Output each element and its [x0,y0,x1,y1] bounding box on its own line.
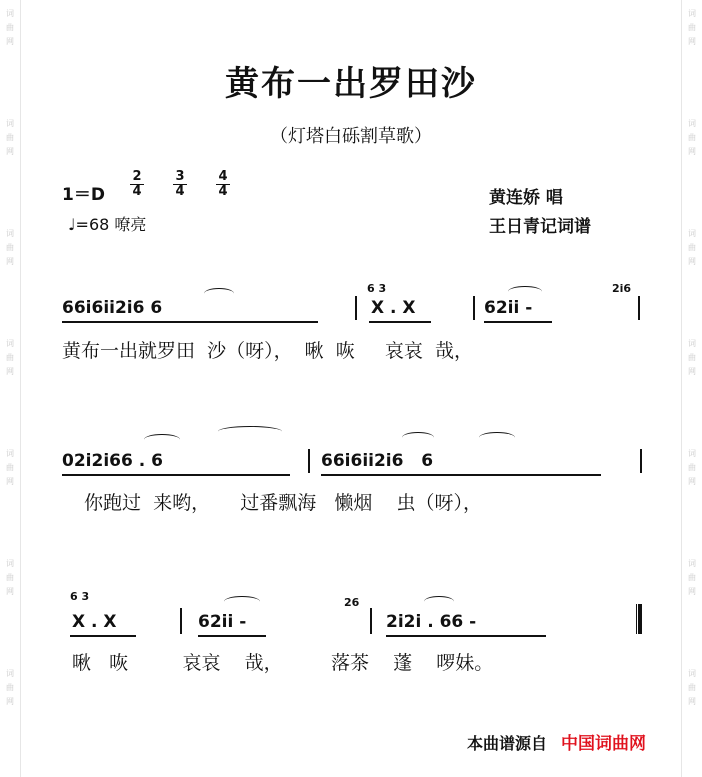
notation-row-1-measure-3: 62ii - [484,298,533,318]
rhythm-marking: X . X [72,612,117,632]
notation-row-2-measure-1: 02i2i66 . 6 [62,451,163,471]
lyrics-row-2: 你跑过 来哟， 过番飘海 懒烟 虫（呀）， [84,492,483,514]
slur [479,432,515,443]
watermark-glyph: 网 [6,587,14,596]
watermark-glyph: 曲 [688,573,696,582]
recorder-credit: 王日青记词谱 [489,217,591,237]
time-sig-top: 4 [218,169,228,184]
source-credit [467,729,646,754]
watermark-glyph: 曲 [688,463,696,472]
time-sig-top: 3 [175,169,185,184]
watermark-glyph: 网 [688,257,696,266]
watermark-glyph: 网 [6,257,14,266]
time-sig-bottom: 4 [216,184,230,199]
grace-note: 6 3 [70,590,90,603]
notation-row-1-measure-1: 66i6ii2i6 6 [62,298,163,318]
watermark-glyph: 曲 [688,133,696,142]
watermark-glyph: 曲 [6,573,14,582]
slur [204,288,234,299]
left-margin-strip [0,0,21,777]
watermark-glyph: 曲 [688,683,696,692]
barline [355,296,357,320]
lyrics-row-1: 黄布一出就罗田 沙（呀）， 啾 咴 哀哀 哉， [62,340,474,362]
key-signature: 1＝D [62,185,105,205]
barline [180,608,182,634]
grace-note: 2i6 [612,282,632,295]
tempo-marking: ♩=68 嘹亮 [68,215,147,234]
watermark-glyph: 网 [6,37,14,46]
watermark-glyph: 曲 [6,353,14,362]
beam-line [484,321,552,323]
right-margin-strip [681,0,702,777]
time-sig-top: 2 [132,169,142,184]
watermark-glyph: 词 [6,559,14,568]
source-label: 本曲谱源自 [467,734,548,753]
beam-line [62,321,318,323]
slur [424,596,454,607]
lyrics-row-3: 啾 咴 哀哀 哉， 落茶 蓬 啰妹。 [72,652,494,674]
grace-note: 26 [344,596,360,609]
slur [218,426,282,437]
watermark-glyph: 网 [688,477,696,486]
barline [370,608,372,634]
beam-line [62,474,290,476]
watermark-glyph: 词 [6,229,14,238]
watermark-glyph: 网 [688,37,696,46]
time-sig-bottom: 4 [130,184,144,199]
watermark-glyph: 曲 [6,463,14,472]
watermark-glyph: 词 [688,669,696,678]
watermark-glyph: 词 [6,119,14,128]
watermark-glyph: 网 [6,147,14,156]
watermark-glyph: 词 [688,229,696,238]
barline [640,449,642,473]
beam-line [321,474,601,476]
barline [473,296,475,320]
watermark-glyph: 词 [6,449,14,458]
beam-line [198,635,266,637]
notation-row-3-measure-2: 62ii - [198,612,247,632]
beam-line [386,635,546,637]
watermark-glyph: 曲 [6,683,14,692]
final-double-barline [636,604,642,634]
watermark-glyph: 词 [688,339,696,348]
beam-line [369,321,431,323]
time-signature-4-4 [216,170,230,199]
notation-row-3-measure-3: 2i2i . 66 - [386,612,477,632]
watermark-glyph: 曲 [688,23,696,32]
watermark-glyph: 网 [688,367,696,376]
watermark-glyph: 曲 [688,243,696,252]
watermark-glyph: 词 [6,339,14,348]
rhythm-marking: X . X [371,298,416,318]
watermark-glyph: 词 [688,559,696,568]
watermark-glyph: 曲 [6,243,14,252]
watermark-glyph: 曲 [6,23,14,32]
watermark-glyph: 词 [688,119,696,128]
slur [144,434,180,445]
watermark-glyph: 曲 [6,133,14,142]
barline [308,449,310,473]
time-signature-2-4 [130,170,144,199]
slur [224,596,260,607]
watermark-glyph: 网 [688,147,696,156]
watermark-glyph: 网 [6,697,14,706]
time-signature-3-4 [173,170,187,199]
watermark-glyph: 词 [688,9,696,18]
watermark-glyph: 网 [6,367,14,376]
singer-credit: 黄连娇 唱 [489,188,563,208]
source-site-link[interactable]: 中国词曲网 [561,734,647,754]
notation-row-2-measure-2: 66i6ii2i6 6 [321,451,434,471]
subtitle: （灯塔白砾割草歌） [270,126,432,147]
watermark-glyph: 词 [688,449,696,458]
time-sig-bottom: 4 [173,184,187,199]
slur [508,286,542,297]
watermark-glyph: 曲 [688,353,696,362]
watermark-glyph: 网 [6,477,14,486]
beam-line [70,635,136,637]
page-title: 黄布一出罗田沙 [225,64,477,104]
watermark-glyph: 网 [688,697,696,706]
watermark-glyph: 词 [6,9,14,18]
watermark-glyph: 词 [6,669,14,678]
slur [402,432,434,443]
watermark-glyph: 网 [688,587,696,596]
grace-note: 6 3 [367,282,387,295]
barline [638,296,640,320]
